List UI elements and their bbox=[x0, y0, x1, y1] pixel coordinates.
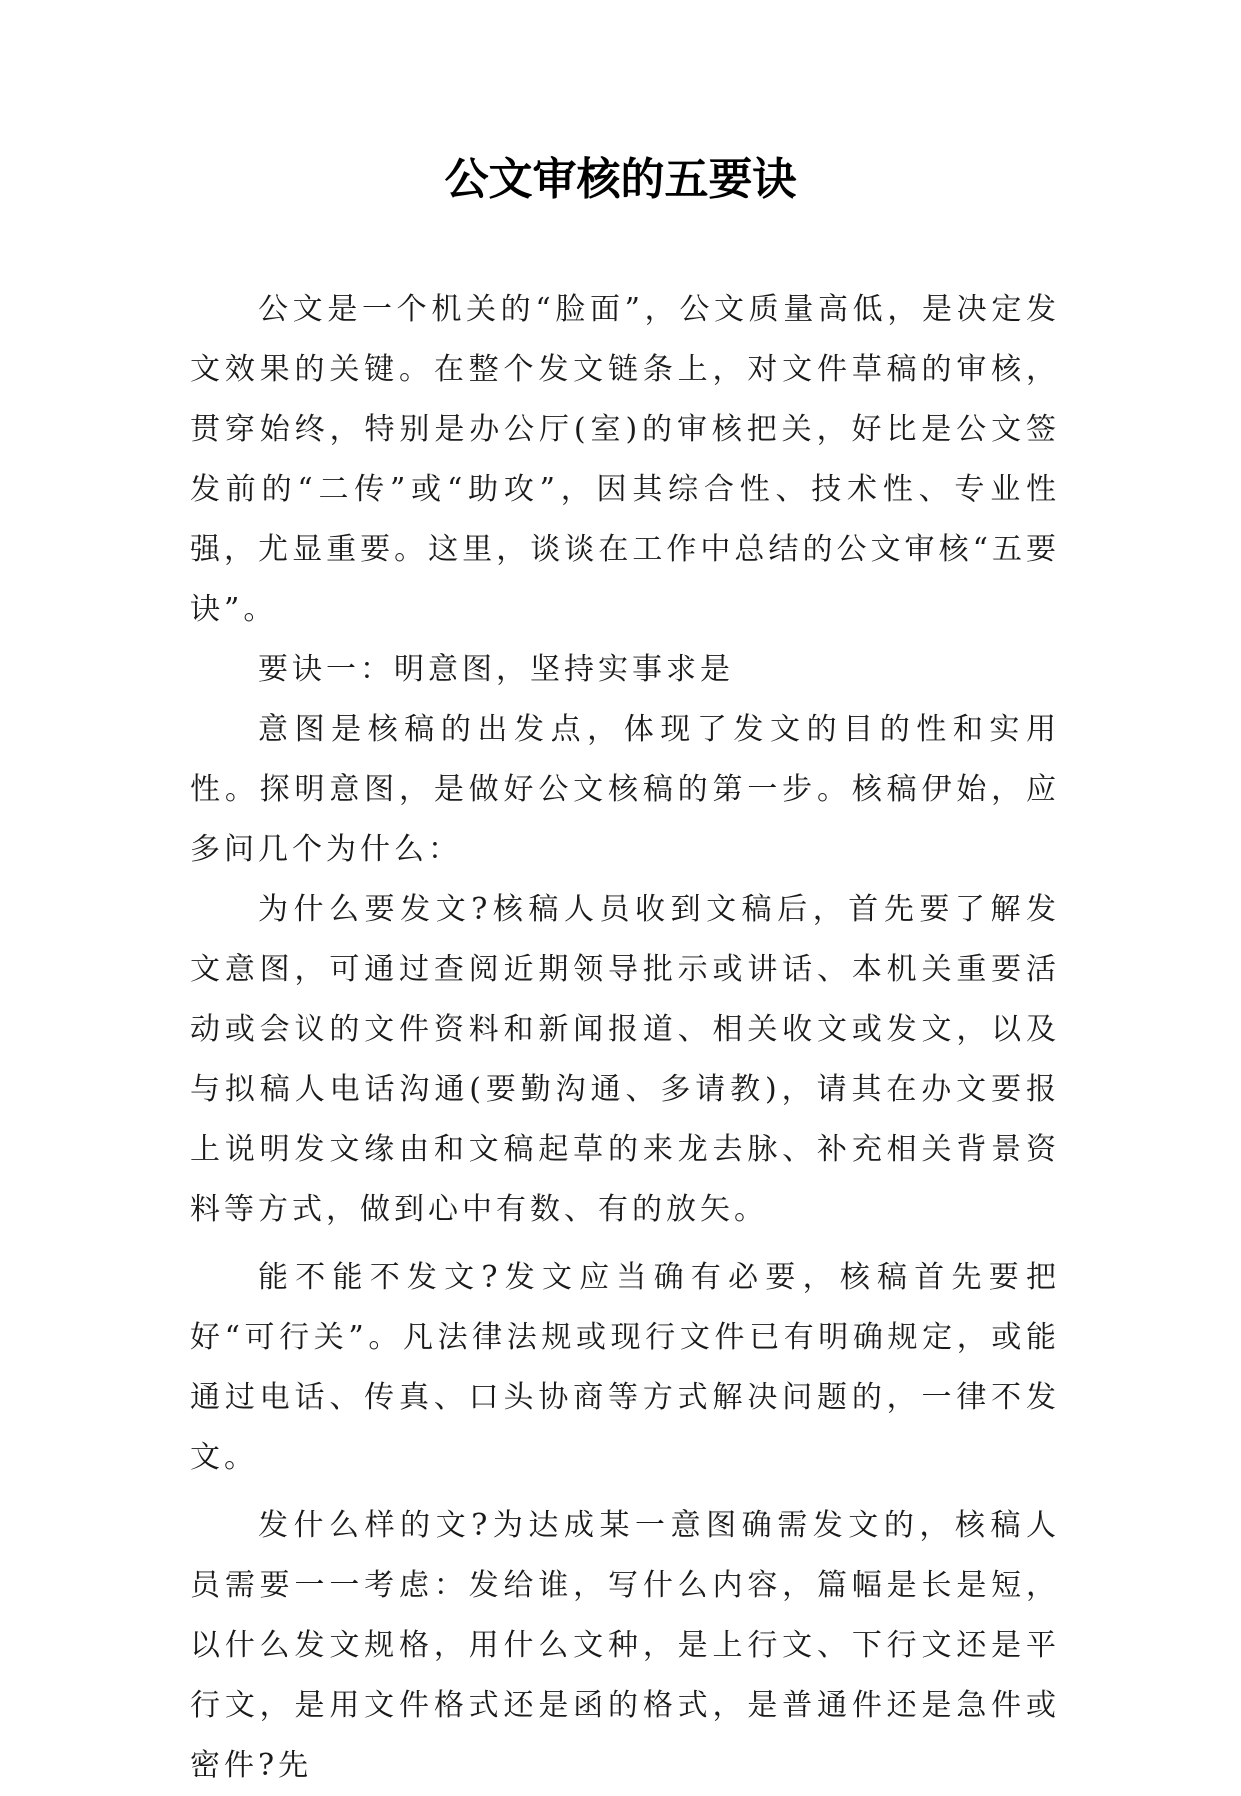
document-body bbox=[190, 280, 1060, 1796]
paragraph-what-kind: 发什么样的文?为达成某一意图确需发文的，核稿人员需要一一考虑：发给谁，写什么内容，篇幅是长是短，以什么发文规格，用什么文种，是上行文、下行文还是平行文，是用文件格式还是函的格式，是普通件还是急件或密件?先 bbox=[190, 1508, 1060, 1783]
section-heading-1: 要诀一：明意图，坚持实事求是 bbox=[258, 652, 734, 687]
paragraph-intro: 公文是一个机关的“脸面”，公文质量高低，是决定发文效果的关键。在整个发文链条上，对文件草稿的审核，贯穿始终，特别是办公厅(室)的审核把关，好比是公文签发前的“二传”或“助攻”，因其综合性、技术性、专业性强，尤显重要。这里，谈谈在工作中总结的公文审核“五要诀”。 bbox=[190, 292, 1060, 627]
paragraph-intent: 意图是核稿的出发点，体现了发文的目的性和实用性。探明意图，是做好公文核稿的第一步。核稿伊始，应多问几个为什么： bbox=[190, 712, 1060, 867]
paragraph-can-skip: 能不能不发文?发文应当确有必要，核稿首先要把好“可行关”。凡法律法规或现行文件已有明确规定，或能通过电话、传真、口头协商等方式解决问题的，一律不发文。 bbox=[190, 1260, 1060, 1475]
paragraph-why-issue: 为什么要发文?核稿人员收到文稿后，首先要了解发文意图，可通过查阅近期领导批示或讲话、本机关重要活动或会议的文件资料和新闻报道、相关收文或发文，以及与拟稿人电话沟通(要勤沟通、多请教)，请其在办文要报上说明发文缘由和文稿起草的来龙去脉、补充相关背景资料等方式，做到心中有数、有的放矢。 bbox=[190, 892, 1060, 1227]
document-title: 公文审核的五要诀 bbox=[444, 154, 797, 205]
